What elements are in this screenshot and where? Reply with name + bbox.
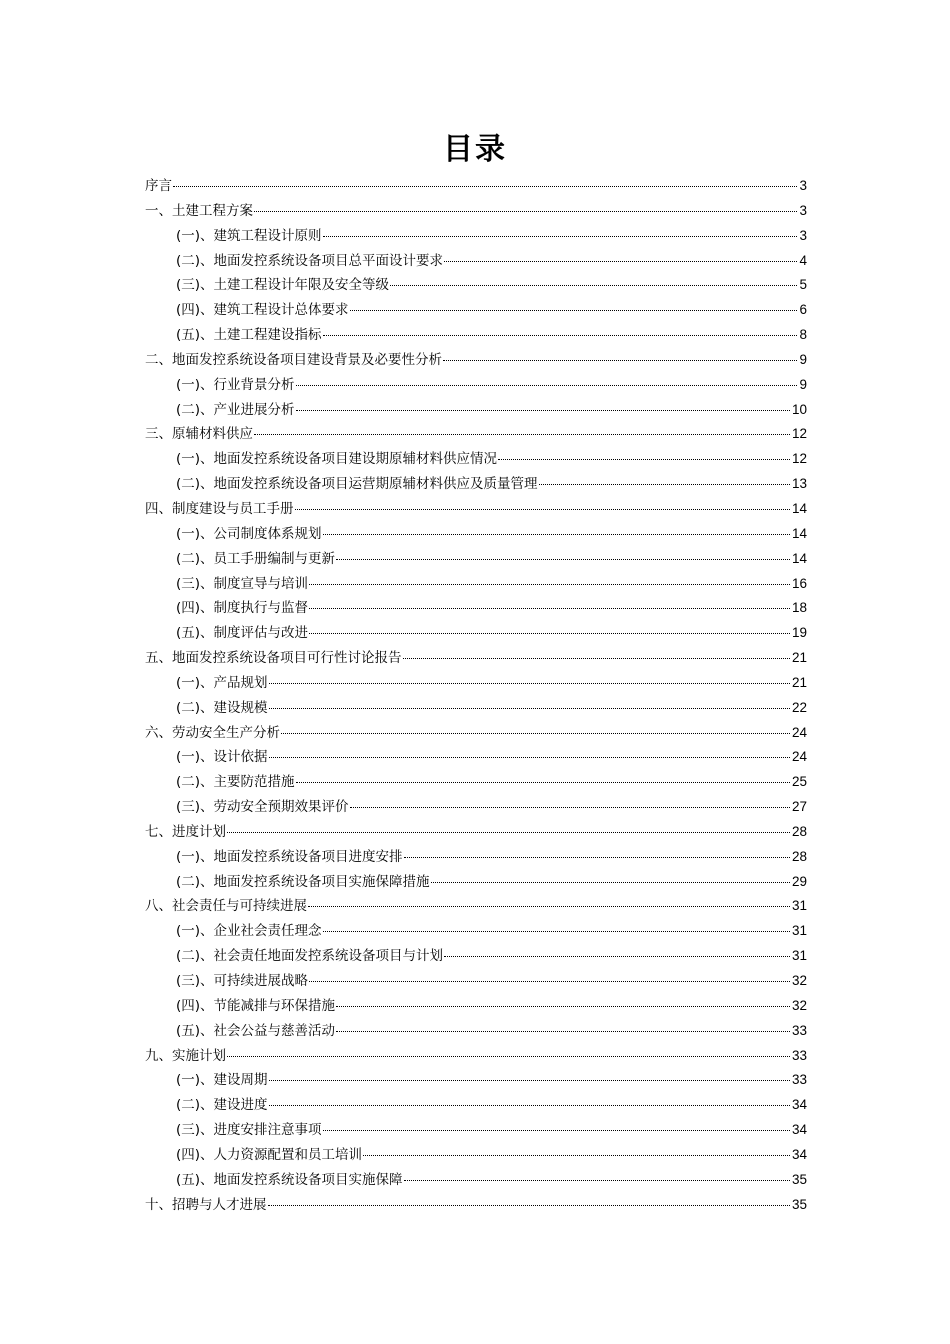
toc-entry-text: (二)、建设进度 xyxy=(176,1097,268,1114)
toc-page-number: 9 xyxy=(799,376,807,392)
toc-page-number: 21 xyxy=(791,674,807,690)
toc-subentry[interactable] xyxy=(145,1143,807,1168)
toc-page-number: 24 xyxy=(791,749,807,765)
toc-subentry[interactable] xyxy=(145,323,807,348)
dot-leader xyxy=(431,882,790,883)
dot-leader xyxy=(269,1080,790,1081)
toc-page-number: 18 xyxy=(791,600,807,616)
toc-page-number: 3 xyxy=(799,178,807,193)
toc-page-number: 35 xyxy=(791,1196,807,1212)
toc-entry-text: (四)、制度执行与监督 xyxy=(176,600,309,617)
dot-leader xyxy=(323,534,790,535)
toc-entry-text: 四、制度建设与员工手册 xyxy=(145,500,294,517)
dot-leader xyxy=(539,484,790,485)
toc-subentry[interactable] xyxy=(145,671,807,696)
dot-leader xyxy=(296,782,790,783)
toc-subentry[interactable] xyxy=(145,373,807,398)
toc-entry[interactable] xyxy=(145,1044,807,1069)
toc-entry-text: (五)、制度评估与改进 xyxy=(176,625,309,642)
toc-subentry[interactable] xyxy=(145,944,807,969)
toc-entry-text: 六、劳动安全生产分析 xyxy=(145,724,280,741)
toc-entry[interactable] xyxy=(145,199,807,224)
dot-leader xyxy=(309,981,790,982)
dot-leader xyxy=(390,285,797,286)
toc-entry-text: (一)、设计依据 xyxy=(176,749,268,766)
toc-subentry[interactable] xyxy=(145,447,807,472)
toc-subentry[interactable] xyxy=(145,696,807,721)
toc-entry[interactable] xyxy=(145,646,807,671)
toc-page-number: 31 xyxy=(791,898,807,914)
dot-leader xyxy=(403,658,790,659)
toc-subentry[interactable] xyxy=(145,398,807,423)
toc-page-number: 10 xyxy=(791,401,807,417)
toc-page-number: 6 xyxy=(799,302,807,318)
dot-leader xyxy=(444,261,797,262)
toc-entry-text: (一)、建筑工程设计原则 xyxy=(176,227,322,244)
toc-page-number: 14 xyxy=(791,500,807,516)
toc-entry-text: (一)、地面发控系统设备项目建设期原辅材料供应情况 xyxy=(176,451,498,468)
toc-entry-text: (五)、社会公益与慈善活动 xyxy=(176,1022,336,1039)
toc-page-number: 27 xyxy=(791,799,807,815)
toc-title: 目录 xyxy=(443,132,507,167)
toc-entry-text: (三)、土建工程设计年限及安全等级 xyxy=(176,277,390,294)
dot-leader xyxy=(404,1180,790,1181)
toc-subentry[interactable] xyxy=(145,1093,807,1118)
dot-leader xyxy=(404,857,790,858)
toc-page-number: 35 xyxy=(791,1171,807,1187)
toc-subentry[interactable] xyxy=(145,621,807,646)
toc-subentry[interactable] xyxy=(145,1118,807,1143)
toc-entry-text: 一、土建工程方案 xyxy=(145,202,253,219)
dot-leader xyxy=(498,459,790,460)
toc-subentry[interactable] xyxy=(145,298,807,323)
toc-page-number: 8 xyxy=(799,327,807,343)
toc-page-number: 19 xyxy=(791,625,807,641)
dot-leader xyxy=(268,1205,790,1206)
toc-page-number: 25 xyxy=(791,774,807,790)
toc-entry-text: (二)、主要防范措施 xyxy=(176,774,295,791)
toc-entry-text: 九、实施计划 xyxy=(145,1047,226,1064)
toc-page-number: 22 xyxy=(791,699,807,715)
toc-entry-text: (一)、公司制度体系规划 xyxy=(176,525,322,542)
toc-entry[interactable] xyxy=(145,348,807,373)
dot-leader xyxy=(323,335,798,336)
toc-page-number: 24 xyxy=(791,724,807,740)
toc-subentry[interactable] xyxy=(145,770,807,795)
toc-page-number: 28 xyxy=(791,823,807,839)
dot-leader xyxy=(444,956,790,957)
toc-entry[interactable] xyxy=(145,174,807,199)
toc-page-number: 33 xyxy=(791,1047,807,1063)
toc-subentry[interactable] xyxy=(145,1019,807,1044)
toc-entry-text: (四)、建筑工程设计总体要求 xyxy=(176,302,349,319)
toc-page-number: 12 xyxy=(791,426,807,442)
dot-leader xyxy=(350,807,790,808)
toc-page-number: 21 xyxy=(791,650,807,666)
dot-leader xyxy=(443,360,797,361)
toc-entry-text: 序言 xyxy=(145,178,172,194)
toc-subentry[interactable] xyxy=(145,969,807,994)
dot-leader xyxy=(323,931,790,932)
toc-subentry[interactable] xyxy=(145,596,807,621)
toc-page-number: 13 xyxy=(791,476,807,492)
toc-page-number: 33 xyxy=(791,1072,807,1088)
toc-entry-text: (二)、地面发控系统设备项目运营期原辅材料供应及质量管理 xyxy=(176,476,538,493)
toc-page-number: 3 xyxy=(799,202,807,218)
toc-entry-text: (一)、行业背景分析 xyxy=(176,376,295,393)
toc-entry-text: (四)、节能减排与环保措施 xyxy=(176,997,336,1014)
toc-page-number: 34 xyxy=(791,1097,807,1113)
toc-list xyxy=(145,174,807,1217)
toc-entry-text: (二)、建设规模 xyxy=(176,699,268,716)
toc-page-number: 28 xyxy=(791,848,807,864)
dot-leader xyxy=(296,385,798,386)
dot-leader xyxy=(336,1031,790,1032)
toc-entry-text: (二)、地面发控系统设备项目实施保障措施 xyxy=(176,873,430,890)
toc-subentry[interactable] xyxy=(145,522,807,547)
toc-page-number: 14 xyxy=(791,525,807,541)
toc-entry-text: (二)、产业进展分析 xyxy=(176,401,295,418)
dot-leader xyxy=(254,211,797,212)
toc-subentry[interactable] xyxy=(145,845,807,870)
dot-leader xyxy=(269,683,790,684)
dot-leader xyxy=(336,1006,790,1007)
toc-subentry[interactable] xyxy=(145,273,807,298)
toc-subentry[interactable] xyxy=(145,249,807,274)
toc-entry-text: 八、社会责任与可持续进展 xyxy=(145,898,307,915)
toc-entry-text: (二)、员工手册编制与更新 xyxy=(176,550,336,567)
toc-subentry[interactable] xyxy=(145,795,807,820)
toc-page-number: 29 xyxy=(791,873,807,889)
toc-entry-text: 十、招聘与人才进展 xyxy=(145,1196,267,1213)
toc-page-number: 34 xyxy=(791,1122,807,1138)
toc-page-number: 4 xyxy=(799,252,807,268)
dot-leader xyxy=(295,509,790,510)
dot-leader xyxy=(254,434,790,435)
toc-entry[interactable] xyxy=(145,721,807,746)
toc-entry-text: (三)、进度安排注意事项 xyxy=(176,1122,322,1139)
dot-leader xyxy=(336,559,790,560)
toc-page-number: 31 xyxy=(791,948,807,964)
toc-subentry[interactable] xyxy=(145,224,807,249)
toc-entry[interactable] xyxy=(145,497,807,522)
dot-leader xyxy=(323,236,798,237)
toc-subentry[interactable] xyxy=(145,919,807,944)
toc-entry-text: (三)、可持续进展战略 xyxy=(176,973,309,989)
dot-leader xyxy=(363,1155,790,1156)
toc-entry-text: (一)、建设周期 xyxy=(176,1072,268,1089)
toc-entry-text: (一)、企业社会责任理念 xyxy=(176,923,322,940)
dot-leader xyxy=(269,1105,790,1106)
dot-leader xyxy=(281,733,790,734)
toc-page-number: 3 xyxy=(799,227,807,243)
toc-subentry[interactable] xyxy=(145,472,807,497)
toc-page-number: 31 xyxy=(791,923,807,939)
dot-leader xyxy=(350,310,798,311)
dot-leader xyxy=(308,906,790,907)
toc-entry-text: (五)、土建工程建设指标 xyxy=(176,327,322,344)
toc-entry[interactable] xyxy=(145,894,807,919)
toc-subentry[interactable] xyxy=(145,1168,807,1193)
toc-entry-text: (四)、人力资源配置和员工培训 xyxy=(176,1146,363,1163)
toc-subentry[interactable] xyxy=(145,547,807,572)
toc-subentry[interactable] xyxy=(145,994,807,1019)
toc-entry[interactable] xyxy=(145,1193,807,1218)
toc-page-number: 12 xyxy=(791,451,807,467)
toc-page-number: 5 xyxy=(799,277,807,293)
dot-leader xyxy=(323,1130,790,1131)
toc-page-number: 32 xyxy=(791,973,807,988)
toc-page-number: 32 xyxy=(791,997,807,1013)
toc-subentry[interactable] xyxy=(145,745,807,770)
toc-entry-text: (三)、制度宣导与培训 xyxy=(176,575,309,592)
dot-leader xyxy=(296,410,790,411)
toc-entry-text: (二)、社会责任地面发控系统设备项目与计划 xyxy=(176,948,444,965)
toc-page-number: 16 xyxy=(791,575,807,591)
dot-leader xyxy=(227,1056,790,1057)
toc-page-number: 9 xyxy=(799,351,807,367)
toc-entry-text: 五、地面发控系统设备项目可行性讨论报告 xyxy=(145,650,402,667)
toc-entry-text: (一)、地面发控系统设备项目进度安排 xyxy=(176,848,403,865)
toc-entry-text: 三、原辅材料供应 xyxy=(145,426,253,443)
toc-subentry[interactable] xyxy=(145,1068,807,1093)
toc-entry[interactable] xyxy=(145,820,807,845)
toc-entry-text: (一)、产品规划 xyxy=(176,674,268,691)
dot-leader xyxy=(269,708,790,709)
toc-entry-text: (三)、劳动安全预期效果评价 xyxy=(176,799,349,816)
dot-leader xyxy=(173,186,797,187)
toc-page-number: 14 xyxy=(791,550,807,566)
dot-leader xyxy=(309,584,790,585)
toc-page-number: 34 xyxy=(791,1146,807,1162)
dot-leader xyxy=(309,608,790,609)
toc-entry-text: 七、进度计划 xyxy=(145,823,226,840)
toc-page-number: 33 xyxy=(791,1022,807,1038)
dot-leader xyxy=(309,633,790,634)
dot-leader xyxy=(227,832,790,833)
toc-entry-text: 二、地面发控系统设备项目建设背景及必要性分析 xyxy=(145,351,442,368)
toc-subentry[interactable] xyxy=(145,870,807,895)
toc-subentry[interactable] xyxy=(145,572,807,597)
dot-leader xyxy=(269,757,790,758)
toc-entry-text: (五)、地面发控系统设备项目实施保障 xyxy=(176,1171,403,1188)
toc-entry[interactable] xyxy=(145,422,807,447)
toc-entry-text: (二)、地面发控系统设备项目总平面设计要求 xyxy=(176,252,444,269)
